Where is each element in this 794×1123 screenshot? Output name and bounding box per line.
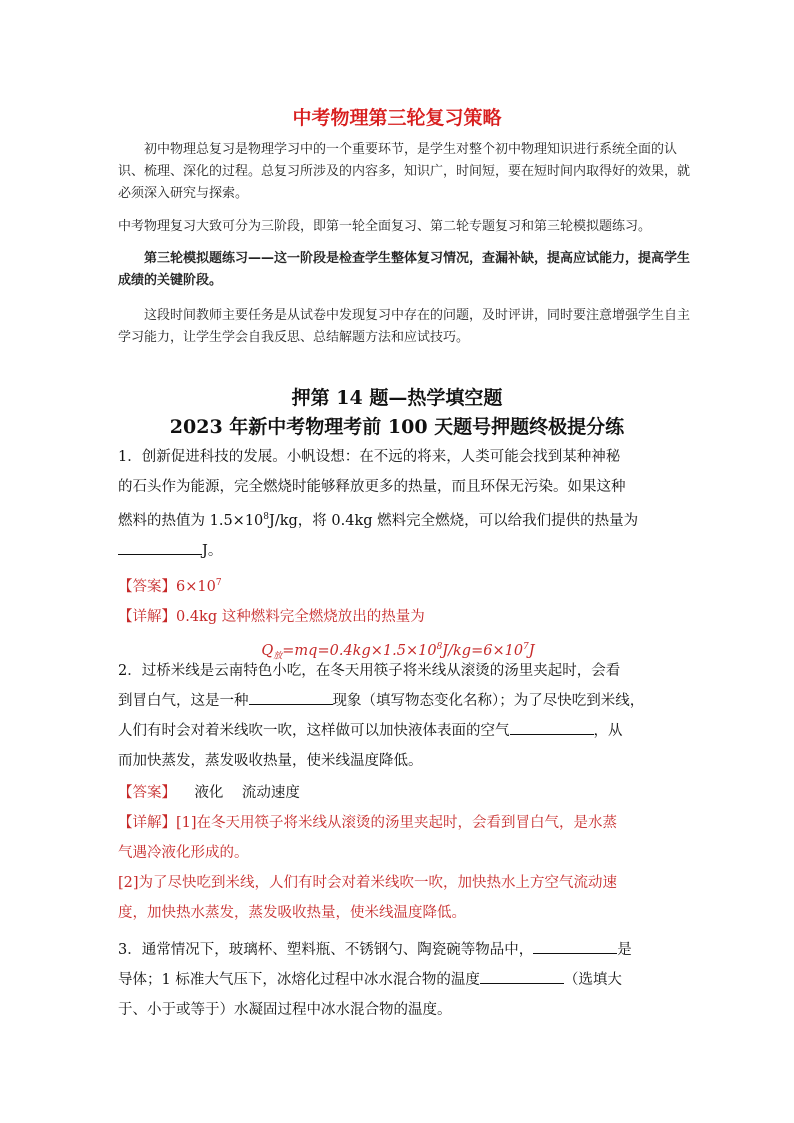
answer-blank: [510, 720, 594, 735]
q2-line: 人们有时会对着米线吹一吹，这样做可以加快液体表面的空气 ，从: [118, 716, 678, 746]
q1-line: 1．创新促进科技的发展。小帆设想：在不远的将来，人类可能会找到某种神秘: [118, 449, 621, 465]
q1-line: 燃料的热值为 $1.5\times 10^8J/kg$，将 0.4kg 燃料完全燃烧，可以给我们提供的热量为: [118, 512, 639, 529]
section-subtitle: 2023 年新中考物理考前 100 天题号押题终极提分练: [169, 416, 625, 438]
q2-detail: [2]为了尽快吃到米线，人们有时会对着米线吹一吹，加快热水上方空气流动速: [118, 875, 618, 891]
answer-blank: [480, 969, 564, 984]
question-1: [118, 442, 678, 671]
question-3: [118, 935, 678, 1025]
q3-line: 导体；1 标准大气压下，冰熔化过程中冰水混合物的温度 （选填大: [118, 965, 678, 995]
q2-line: 而加快蒸发，蒸发吸收热量，使米线温度降低。: [118, 753, 423, 769]
q1-formula: $Q_放=mq=0.4kg\times 1.5\times 10^8J/kg=6\times 10^7J$: [261, 641, 535, 662]
q2-detail: 【详解】[1]在冬天用筷子将米线从滚烫的汤里夹起时，会看到冒白气，是水蒸: [118, 815, 618, 831]
intro-paragraph-3: 第三轮模拟题练习——这一阶段是检查学生整体复习情况，查漏补缺，提高应试能力，提高学生成绩的关键阶段。: [118, 251, 691, 288]
page-title: 中考物理第三轮复习策略: [292, 107, 502, 129]
q2-detail: 度，加快热水蒸发，蒸发吸收热量，使米线温度降低。: [118, 905, 466, 921]
q3-line: 于、小于或等于）水凝固过程中冰水混合物的温度。: [118, 1002, 452, 1018]
q1-line: 的石头作为能源，完全燃烧时能够释放更多的热量，而且环保无污染。如果这种: [118, 479, 626, 495]
q1-answer: 【答案】$6\times 10^7$: [118, 577, 222, 595]
q2-detail: 气遇冷液化形成的。: [118, 845, 249, 861]
q1-detail: 【详解】0.4kg 这种燃料完全燃烧放出的热量为: [118, 608, 425, 625]
q2-answer: 【答案】 液化 流动速度: [118, 785, 300, 801]
answer-blank: [249, 690, 333, 705]
q2-line: 到冒白气，这是一种 现象（填写物态变化名称）；为了尽快吃到米线，: [118, 686, 678, 716]
intro-paragraph-2: 中考物理复习大致可分为三阶段，即第一轮全面复习、第二轮专题复习和第三轮模拟题练习。: [118, 219, 652, 234]
intro-paragraph-4: 这段时间教师主要任务是从试卷中发现复习中存在的问题，及时评讲，同时要注意增强学生自主学习能力，让学生学会自我反思、总结解题方法和应试技巧。: [118, 308, 691, 345]
question-2: [118, 656, 678, 928]
q1-line: J。: [118, 536, 678, 566]
section-title: 押第 14 题—热学填空题: [291, 387, 503, 409]
answer-blank: [533, 939, 617, 954]
intro-paragraph-1: 初中物理总复习是物理学习中的一个重要环节，是学生对整个初中物理知识进行系统全面的认识、梳理、深化的过程。总复习所涉及的内容多，知识广，时间短，要在短时间内取得好的效果，就必须深入研究与探索。: [118, 142, 691, 201]
answer-blank: [118, 540, 202, 555]
q3-line: 3．通常情况下，玻璃杯、塑料瓶、不锈钢勺、陶瓷碗等物品中， 是: [118, 935, 678, 965]
q2-line: 2．过桥米线是云南特色小吃，在冬天用筷子将米线从滚烫的汤里夹起时，会看: [118, 663, 621, 679]
